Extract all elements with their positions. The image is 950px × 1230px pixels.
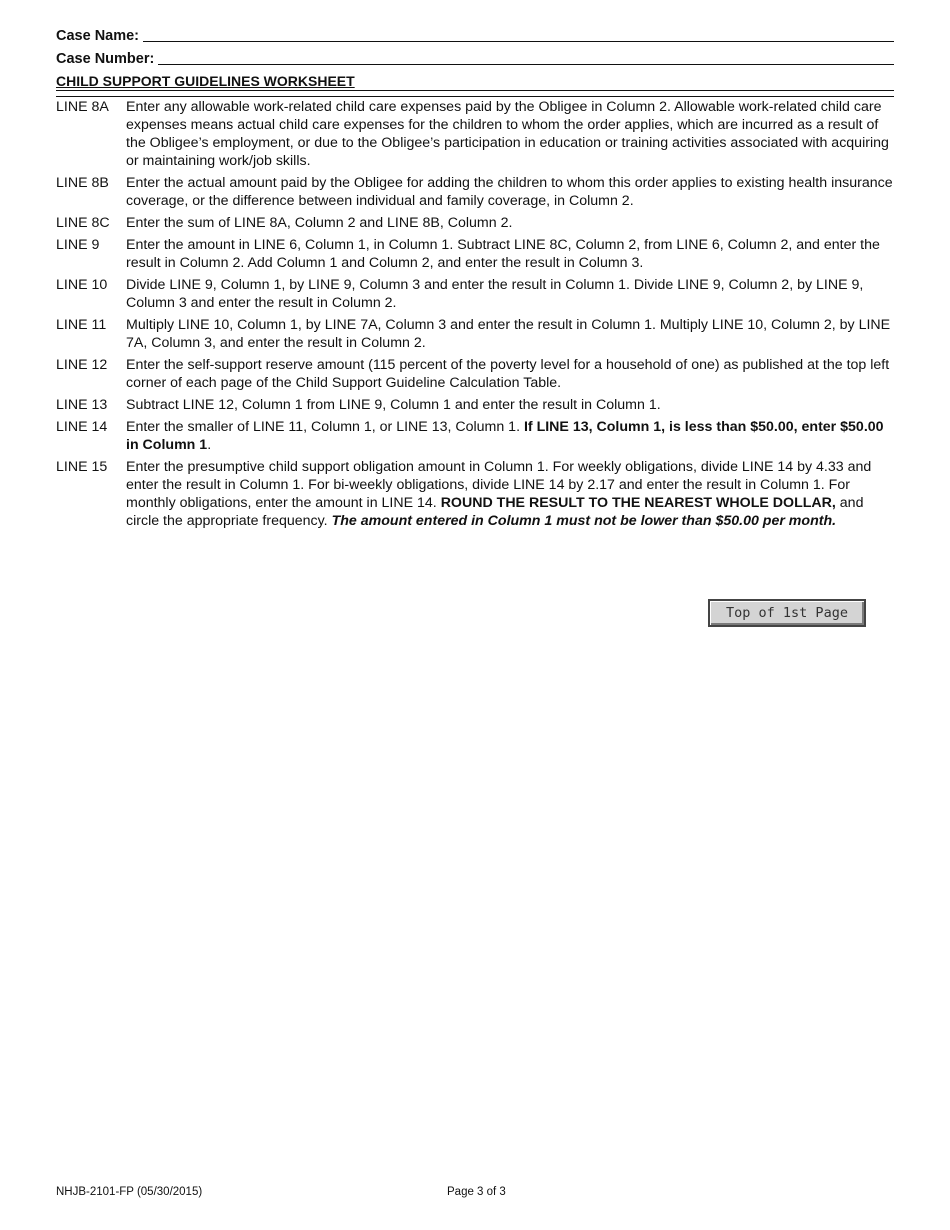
- instruction-text-part: Enter any allowable work-related child care expenses paid by the Obligee in Column 2. Allowable work-related child care expenses means actual child care expenses for the children to whom the order applies, which are incurred as a result of the Obligee’s employment, or due to the Obligee’s participation in education or training activities associated with acquiring or maintaining work/job skills.: [126, 99, 889, 169]
- instruction-text-part: The amount entered in Column 1 must not be lower than $50.00 per month.: [331, 513, 837, 529]
- instruction-row: [56, 316, 896, 352]
- instruction-text: [126, 236, 896, 272]
- instruction-text-part: Divide LINE 9, Column 1, by LINE 9, Column 3 and enter the result in Column 1. Divide LINE 9, Column 2, by LINE 9, Column 3 and enter the result in Column 2.: [126, 277, 864, 311]
- form-id: NHJB-2101-FP (05/30/2015): [56, 1186, 203, 1198]
- page-number: Page 3 of 3: [447, 1186, 506, 1198]
- instruction-text: [126, 174, 896, 210]
- instruction-text-part: Enter the smaller of LINE 11, Column 1, or LINE 13, Column 1.: [126, 419, 524, 435]
- instructions-list: [56, 98, 896, 534]
- instruction-line-code: LINE 8C: [56, 215, 110, 231]
- instruction-row: [56, 174, 896, 210]
- case-name-field[interactable]: [143, 27, 894, 42]
- case-number-row: [56, 50, 894, 67]
- instruction-text-part: Subtract LINE 12, Column 1 from LINE 9, Column 1 and enter the result in Column 1.: [126, 397, 661, 413]
- instruction-row: [56, 356, 896, 392]
- instruction-row: [56, 236, 896, 272]
- instruction-line-code: LINE 13: [56, 397, 108, 413]
- title-divider: [56, 96, 894, 97]
- case-name-row: [56, 27, 894, 44]
- instruction-row: [56, 214, 896, 232]
- instruction-line-code: LINE 10: [56, 277, 108, 293]
- instruction-text-part: Enter the presumptive child support obligation amount in Column 1. For weekly obligations, divide LINE 14 by 4.33 and enter the result in Column 1. For bi-weekly obligations, divide LINE 14 by 2.17 and enter the result in Column 1. For monthly obligations, enter the amount in LINE 14.: [126, 459, 872, 511]
- instruction-text: [126, 418, 896, 454]
- instruction-text-part: .: [207, 437, 212, 453]
- instruction-text-part: Enter the actual amount paid by the Obligee for adding the children to whom this order applies to existing health insurance coverage, or the difference between individual and family coverage, in Column 2.: [126, 175, 893, 209]
- instruction-text: [126, 458, 896, 530]
- instruction-text: [126, 396, 896, 414]
- instruction-text-part: Enter the self-support reserve amount (115 percent of the poverty level for a household of one) as published at the top left corner of each page of the Child Support Guideline Calculation Table.: [126, 357, 890, 391]
- instruction-text: [126, 356, 896, 392]
- instruction-text: [126, 316, 896, 352]
- instruction-row: [56, 98, 896, 170]
- instruction-text-part: Enter the sum of LINE 8A, Column 2 and LINE 8B, Column 2.: [126, 215, 513, 231]
- worksheet-title: CHILD SUPPORT GUIDELINES WORKSHEET: [56, 73, 894, 91]
- instruction-text-part: If LINE 13, Column 1, is less than $50.00, enter $50.00 in Column 1: [126, 419, 884, 453]
- instruction-line-code: LINE 8A: [56, 99, 109, 115]
- instruction-row: [56, 458, 896, 530]
- instruction-row: [56, 396, 896, 414]
- instruction-line-code: LINE 14: [56, 419, 108, 435]
- instruction-line-code: LINE 9: [56, 237, 100, 253]
- instruction-line-code: LINE 15: [56, 459, 108, 475]
- instruction-text-part: and circle the appropriate frequency.: [126, 495, 864, 529]
- instruction-row: [56, 418, 896, 454]
- instruction-text-part: ROUND THE RESULT TO THE NEAREST WHOLE DOLLAR,: [440, 495, 836, 511]
- instruction-text: [126, 214, 896, 232]
- case-number-field[interactable]: [158, 50, 894, 65]
- instruction-text: [126, 276, 896, 312]
- instruction-line-code: LINE 11: [56, 317, 107, 333]
- instruction-line-code: LINE 12: [56, 357, 108, 373]
- case-name-label: Case Name:: [56, 28, 140, 44]
- case-number-label: Case Number:: [56, 51, 155, 67]
- top-of-first-page-button[interactable]: Top of 1st Page: [708, 599, 866, 627]
- instruction-text-part: Enter the amount in LINE 6, Column 1, in Column 1. Subtract LINE 8C, Column 2, from LINE 6, Column 2, and enter the result in Column 2. Add Column 1 and Column 2, and enter the result in Column 3.: [126, 237, 880, 271]
- instruction-line-code: LINE 8B: [56, 175, 109, 191]
- instruction-text: [126, 98, 896, 170]
- instruction-row: [56, 276, 896, 312]
- instruction-text-part: Multiply LINE 10, Column 1, by LINE 7A, Column 3 and enter the result in Column 1. Multiply LINE 10, Column 2, by LINE 7A, Column 3, and enter the result in Column 2.: [126, 317, 891, 351]
